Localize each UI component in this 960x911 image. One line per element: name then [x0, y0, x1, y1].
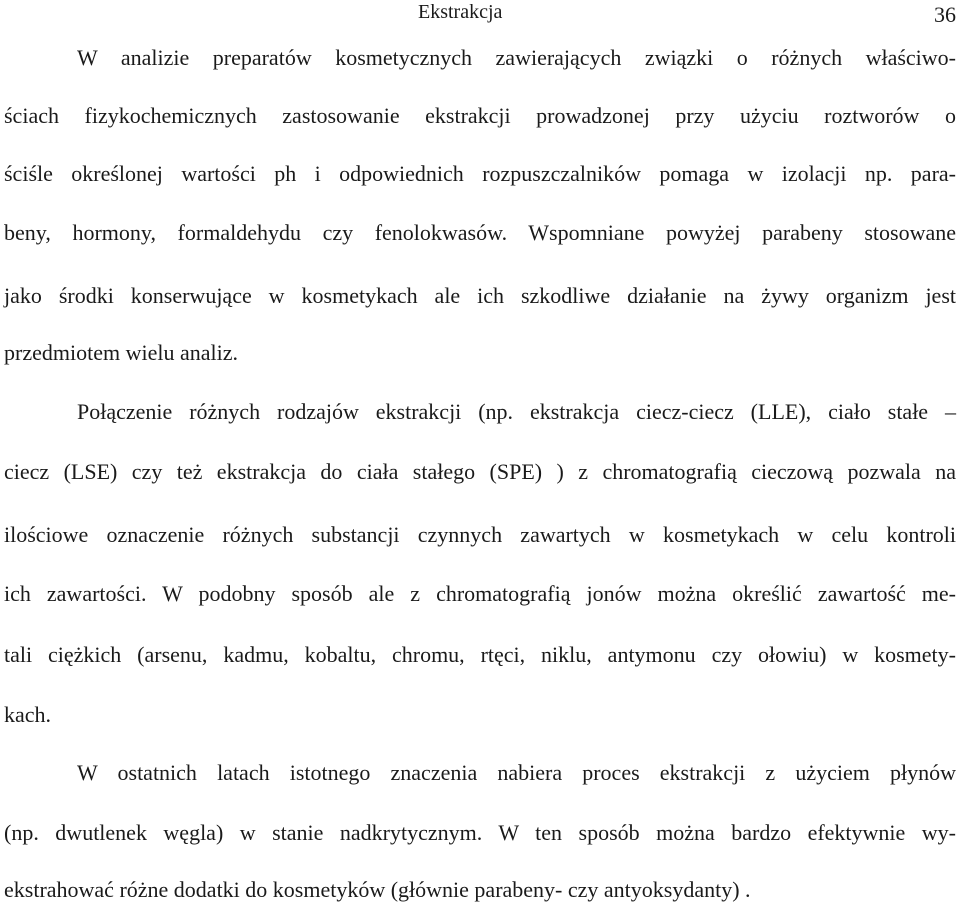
- text-line: (np. dwutlenek węgla) w stanie nadkrytycznym. W ten sposób można bardzo efektywnie wy-: [4, 820, 956, 845]
- text-line: W ostatnich latach istotnego znaczenia nabiera proces ekstrakcji z użyciem płynów: [77, 760, 956, 785]
- text-line: ilościowe oznaczenie różnych substancji czynnych zawartych w kosmetykach w celu kontroli: [4, 522, 956, 547]
- text-line: jako środki konserwujące w kosmetykach ale ich szkodliwe działanie na żywy organizm jest: [4, 283, 956, 308]
- text-line: ściach fizykochemicznych zastosowanie ekstrakcji prowadzonej przy użyciu roztworów o: [4, 103, 956, 128]
- text-line: przedmiotem wielu analiz.: [4, 340, 238, 365]
- text-line: beny, hormony, formaldehydu czy fenolokwasów. Wspomniane powyżej parabeny stosowane: [4, 220, 956, 245]
- text-line: ekstrahować różne dodatki do kosmetyków (głównie parabeny- czy antyoksydanty) .: [4, 877, 751, 902]
- text-line: ciecz (LSE) czy też ekstrakcja do ciała stałego (SPE) ) z chromatografią cieczową pozwala na: [4, 459, 956, 484]
- text-line: ściśle określonej wartości ph i odpowiednich rozpuszczalników pomaga w izolacji np. para-: [4, 161, 956, 186]
- running-head: Ekstrakcja: [418, 1, 503, 23]
- text-line: tali ciężkich (arsenu, kadmu, kobaltu, chromu, rtęci, niklu, antymonu czy ołowiu) w kosmety-: [4, 642, 956, 667]
- text-line: kach.: [4, 702, 52, 727]
- page-number: 36: [934, 2, 956, 27]
- text-line: Połączenie różnych rodzajów ekstrakcji (np. ekstrakcja ciecz-ciecz (LLE), ciało stałe –: [77, 399, 956, 424]
- text-line: W analizie preparatów kosmetycznych zawierających związki o różnych właściwo-: [77, 45, 956, 70]
- text-line: ich zawartości. W podobny sposób ale z chromatografią jonów można określić zawartość me-: [4, 581, 956, 606]
